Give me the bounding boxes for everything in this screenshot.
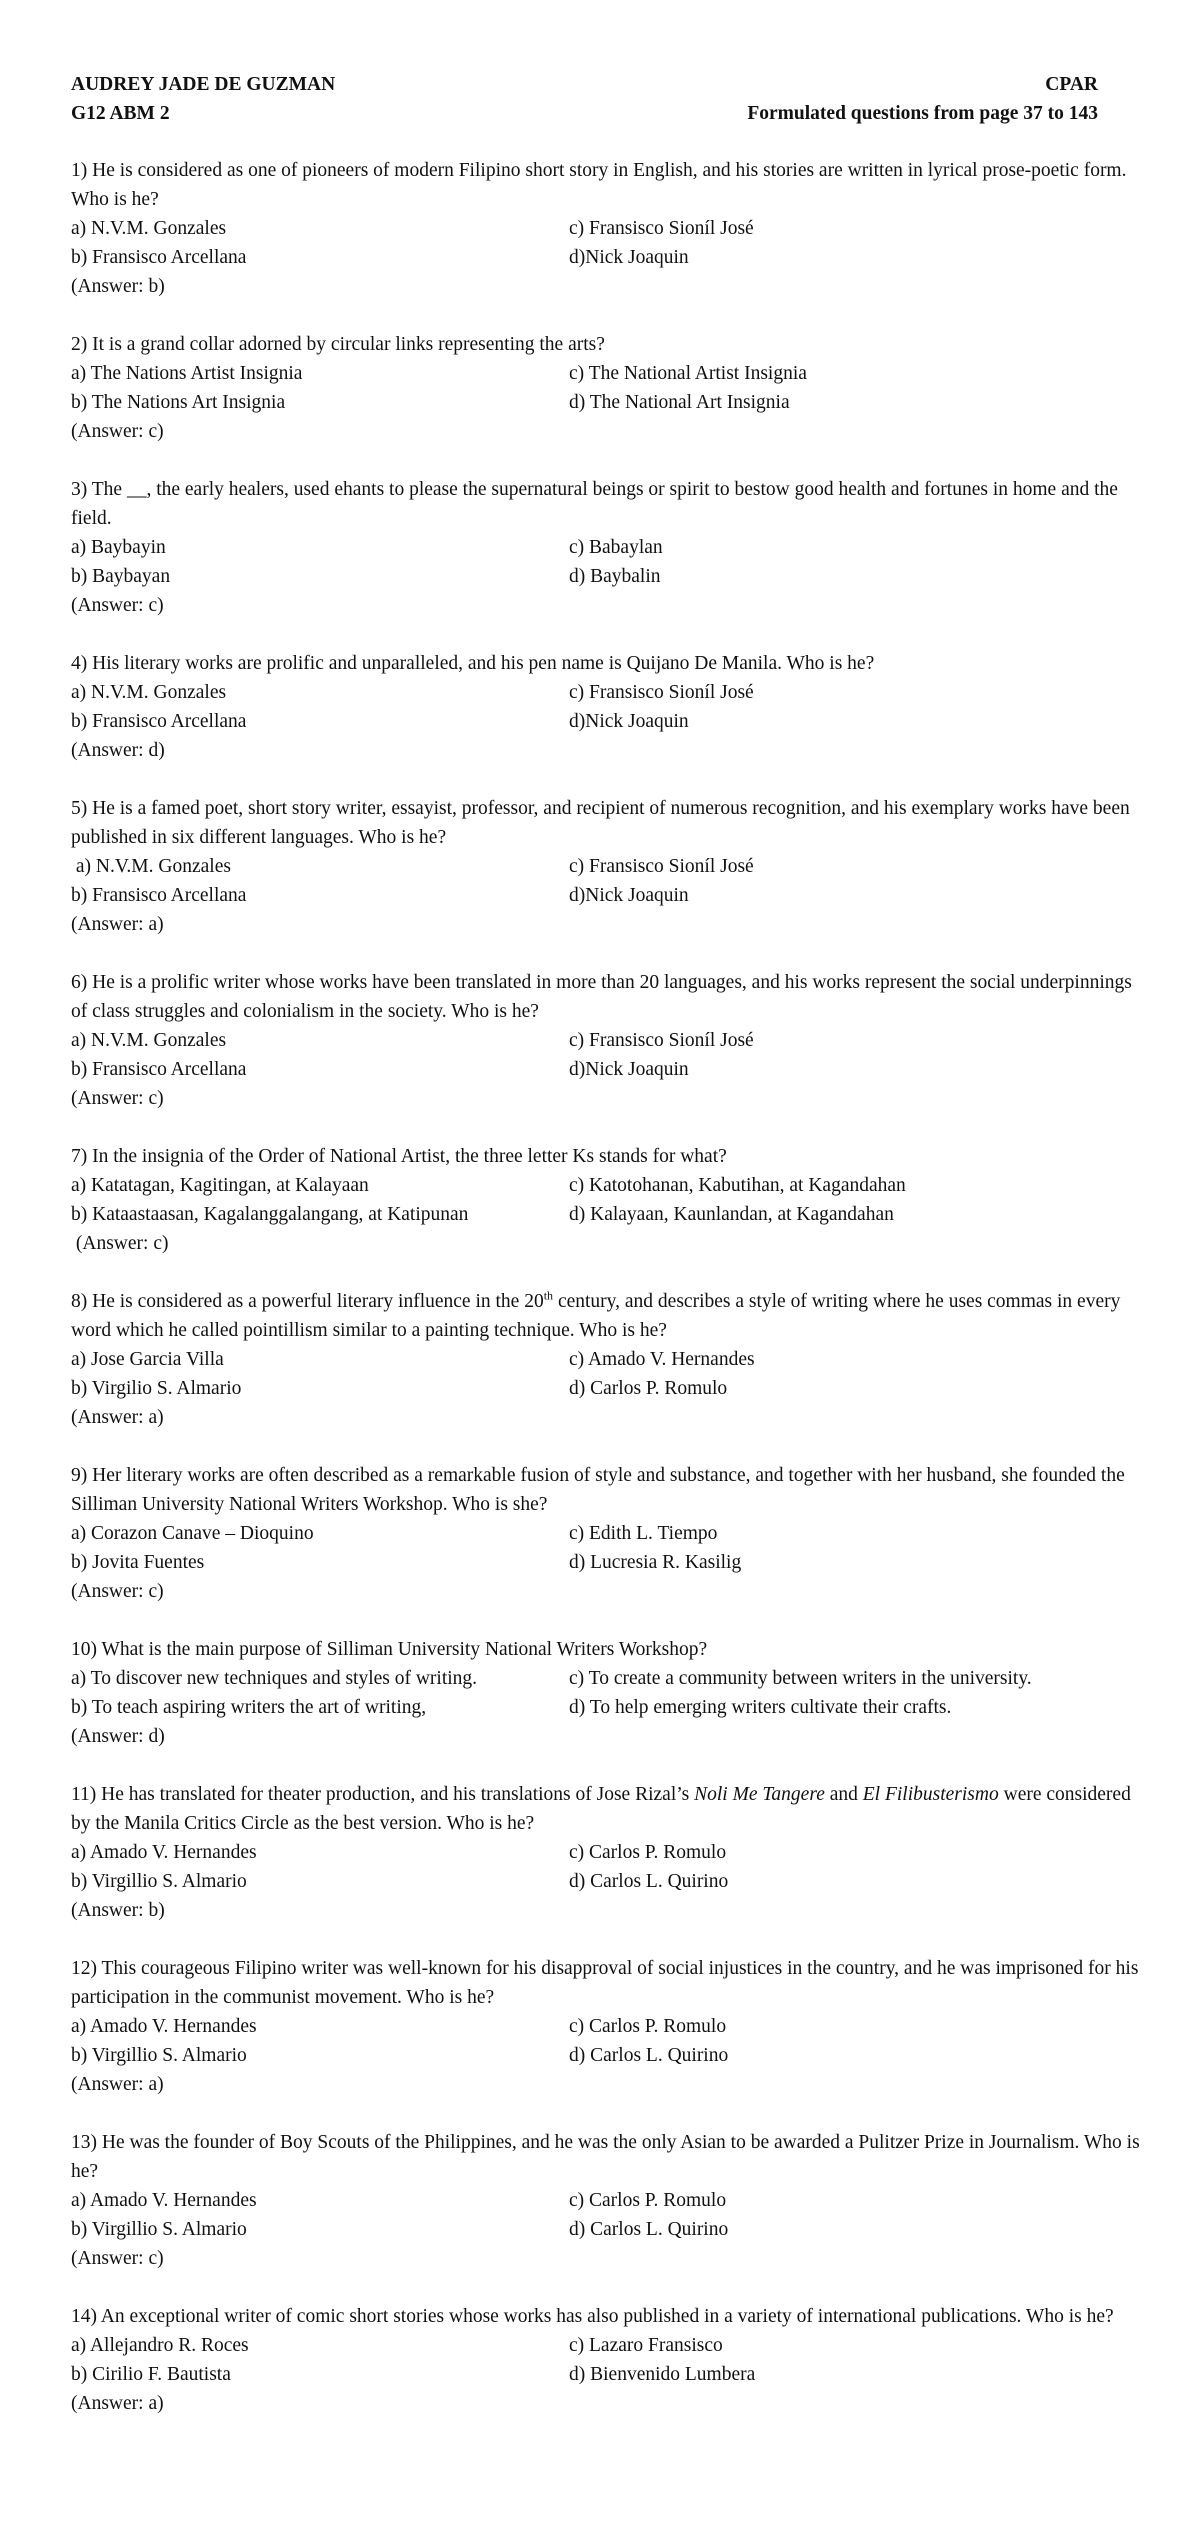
choice-a: a) Corazon Canave – Dioquino <box>71 1523 314 1544</box>
question-stem: 4) His literary works are prolific and unparalleled, and his pen name is Quijano De Manila. Who is he? <box>71 653 875 674</box>
question-item <box>71 2128 1141 2273</box>
question-item <box>71 1461 1141 1606</box>
answer-key: (Answer: c) <box>71 2248 164 2269</box>
question-stem: 12) This courageous Filipino writer was well-known for his disapproval of social injustices in the country, and he was imprisoned for his participation in the communist movement. Who is he? <box>71 1958 1139 2008</box>
choice-a: a) Amado V. Hernandes <box>71 1842 257 1863</box>
choice-d: d) To help emerging writers cultivate their crafts. <box>569 1697 952 1718</box>
choice-c: c) To create a community between writers in the university. <box>569 1668 1032 1689</box>
question-item <box>71 475 1141 620</box>
question-stem: 9) Her literary works are often described as a remarkable fusion of style and substance, and together with her husband, she founded the Silliman University National Writers Workshop. Who is she? <box>71 1465 1125 1515</box>
question-stem: 7) In the insignia of the Order of National Artist, the three letter Ks stands for what? <box>71 1146 727 1167</box>
choice-a: a) Jose Garcia Villa <box>71 1349 224 1370</box>
choice-c: c) Babaylan <box>569 537 663 558</box>
choice-d: d) Carlos L. Quirino <box>569 2219 729 2240</box>
choice-c: c) The National Artist Insignia <box>569 363 807 384</box>
choice-d: d) Carlos L. Quirino <box>569 1871 729 1892</box>
choice-b: b) Virgillio S. Almario <box>71 1871 247 1892</box>
question-list <box>71 156 1141 2447</box>
question-item <box>71 156 1141 301</box>
choice-d: d) Carlos L. Quirino <box>569 2045 729 2066</box>
question-stem: 14) An exceptional writer of comic short stories whose works has also published in a variety of international publications. Who is he? <box>71 2306 1114 2327</box>
choice-b: b) Fransisco Arcellana <box>71 1059 247 1080</box>
question-stem: 13) He was the founder of Boy Scouts of the Philippines, and he was the only Asian to be awarded a Pulitzer Prize in Journalism. Who is he? <box>71 2132 1140 2182</box>
answer-key: (Answer: a) <box>71 1407 164 1428</box>
document-description: Formulated questions from page 37 to 143 <box>747 103 1098 124</box>
answer-key: (Answer: a) <box>71 2074 164 2095</box>
choice-a: a) N.V.M. Gonzales <box>71 856 231 877</box>
choice-a: a) To discover new techniques and styles of writing. <box>71 1668 478 1689</box>
question-stem <box>71 1780 1141 1838</box>
choice-d: d) Kalayaan, Kaunlandan, at Kagandahan <box>569 1204 894 1225</box>
question-stem-text: 11) He has translated for theater production, and his translations of Jose Rizal’s <box>71 1784 695 1805</box>
choice-b: b) Virgilio S. Almario <box>71 1378 242 1399</box>
choice-d: d)Nick Joaquin <box>569 247 689 268</box>
choice-d: d) The National Art Insignia <box>569 392 790 413</box>
question-item <box>71 1780 1141 1925</box>
question-stem: 1) He is considered as one of pioneers of modern Filipino short story in English, and his stories are written in lyrical prose-poetic form. Who is he? <box>71 160 1127 210</box>
answer-key: (Answer: a) <box>71 914 164 935</box>
choice-c: c) Fransisco Sioníl José <box>569 856 754 877</box>
choice-b: b) Fransisco Arcellana <box>71 711 247 732</box>
choice-a: a) Amado V. Hernandes <box>71 2190 257 2211</box>
choice-a: a) Baybayin <box>71 537 166 558</box>
choice-c: c) Carlos P. Romulo <box>569 2016 727 2037</box>
choice-c: c) Amado V. Hernandes <box>569 1349 755 1370</box>
choice-c: c) Katotohanan, Kabutihan, at Kagandahan <box>569 1175 906 1196</box>
choice-d: d) Baybalin <box>569 566 661 587</box>
answer-key: (Answer: b) <box>71 1900 165 1921</box>
question-stem: 3) The __, the early healers, used ehants to please the supernatural beings or spirit to bestow good health and fortunes in home and the field. <box>71 479 1118 529</box>
choice-b: b) Virgillio S. Almario <box>71 2045 247 2066</box>
book-title: El Filibusterismo <box>862 1784 999 1805</box>
choice-d: d)Nick Joaquin <box>569 711 689 732</box>
choice-b: b) Jovita Fuentes <box>71 1552 205 1573</box>
choice-c: c) Carlos P. Romulo <box>569 2190 727 2211</box>
choice-a: a) N.V.M. Gonzales <box>71 682 227 703</box>
answer-key: (Answer: c) <box>71 1233 169 1254</box>
question-stem: 10) What is the main purpose of Silliman University National Writers Workshop? <box>71 1639 708 1660</box>
question-item <box>71 2302 1141 2418</box>
choice-c: c) Fransisco Sioníl José <box>569 218 754 239</box>
book-title: Noli Me Tangere <box>694 1784 825 1805</box>
question-stem <box>71 1287 1141 1345</box>
question-stem: 2) It is a grand collar adorned by circular links representing the arts? <box>71 334 605 355</box>
question-item <box>71 1142 1141 1258</box>
question-item <box>71 1635 1141 1751</box>
subject-code: CPAR <box>1045 74 1098 95</box>
question-item <box>71 649 1141 765</box>
choice-d: d) Carlos P. Romulo <box>569 1378 728 1399</box>
answer-key: (Answer: b) <box>71 276 165 297</box>
choice-d: d)Nick Joaquin <box>569 885 689 906</box>
choice-a: a) Amado V. Hernandes <box>71 2016 257 2037</box>
choice-a: a) Katatagan, Kagitingan, at Kalayaan <box>71 1175 369 1196</box>
choice-b: b) Kataastaasan, Kagalanggalangang, at Katipunan <box>71 1204 469 1225</box>
choice-d: d) Lucresia R. Kasilig <box>569 1552 742 1573</box>
choice-b: b) Virgillio S. Almario <box>71 2219 247 2240</box>
choice-b: b) Baybayan <box>71 566 171 587</box>
choice-c: c) Fransisco Sioníl José <box>569 682 754 703</box>
question-item <box>71 794 1141 939</box>
choice-c: c) Lazaro Fransisco <box>569 2335 723 2356</box>
answer-key: (Answer: c) <box>71 595 164 616</box>
question-item <box>71 1287 1141 1432</box>
answer-key: (Answer: c) <box>71 1581 164 1602</box>
choice-b: b) Fransisco Arcellana <box>71 247 247 268</box>
answer-key: (Answer: d) <box>71 740 165 761</box>
question-stem-text: were considered by the Manila Critics Circle as the best version. Who is he? <box>71 1784 1131 1834</box>
question-item <box>71 1954 1141 2099</box>
choice-d: d)Nick Joaquin <box>569 1059 689 1080</box>
choice-b: b) The Nations Art Insignia <box>71 392 286 413</box>
ordinal-suffix: th <box>543 1288 554 1303</box>
question-stem-text: 8) He is considered as a powerful literary influence in the 20 <box>71 1291 544 1312</box>
choice-a: a) N.V.M. Gonzales <box>71 1030 227 1051</box>
answer-key: (Answer: c) <box>71 1088 164 1109</box>
question-item <box>71 330 1141 446</box>
student-name: AUDREY JADE DE GUZMAN <box>71 74 336 95</box>
answer-key: (Answer: a) <box>71 2393 164 2414</box>
answer-key: (Answer: d) <box>71 1726 165 1747</box>
class-section: G12 ABM 2 <box>71 103 170 124</box>
question-item <box>71 968 1141 1113</box>
choice-a: a) Allejandro R. Roces <box>71 2335 249 2356</box>
choice-c: c) Edith L. Tiempo <box>569 1523 718 1544</box>
choice-a: a) The Nations Artist Insignia <box>71 363 303 384</box>
question-stem: 6) He is a prolific writer whose works have been translated in more than 20 languages, and his works represent the social underpinnings of class struggles and colonialism in the society. Who is he? <box>71 972 1132 1022</box>
question-stem: 5) He is a famed poet, short story writer, essayist, professor, and recipient of numerous recognition, and his exemplary works have been published in six different languages. Who is he? <box>71 798 1130 848</box>
choice-d: d) Bienvenido Lumbera <box>569 2364 756 2385</box>
choice-a: a) N.V.M. Gonzales <box>71 218 227 239</box>
choice-c: c) Carlos P. Romulo <box>569 1842 727 1863</box>
choice-b: b) Fransisco Arcellana <box>71 885 247 906</box>
question-stem-text: century, and describes a style of writing where he uses commas in every word which he called pointillism similar to a painting technique. Who is he? <box>71 1291 1121 1341</box>
choice-b: b) To teach aspiring writers the art of writing, <box>71 1697 427 1718</box>
answer-key: (Answer: c) <box>71 421 164 442</box>
choice-b: b) Cirilio F. Bautista <box>71 2364 231 2385</box>
choice-c: c) Fransisco Sioníl José <box>569 1030 754 1051</box>
document-header <box>71 70 1098 128</box>
question-stem-text: and <box>824 1784 863 1805</box>
